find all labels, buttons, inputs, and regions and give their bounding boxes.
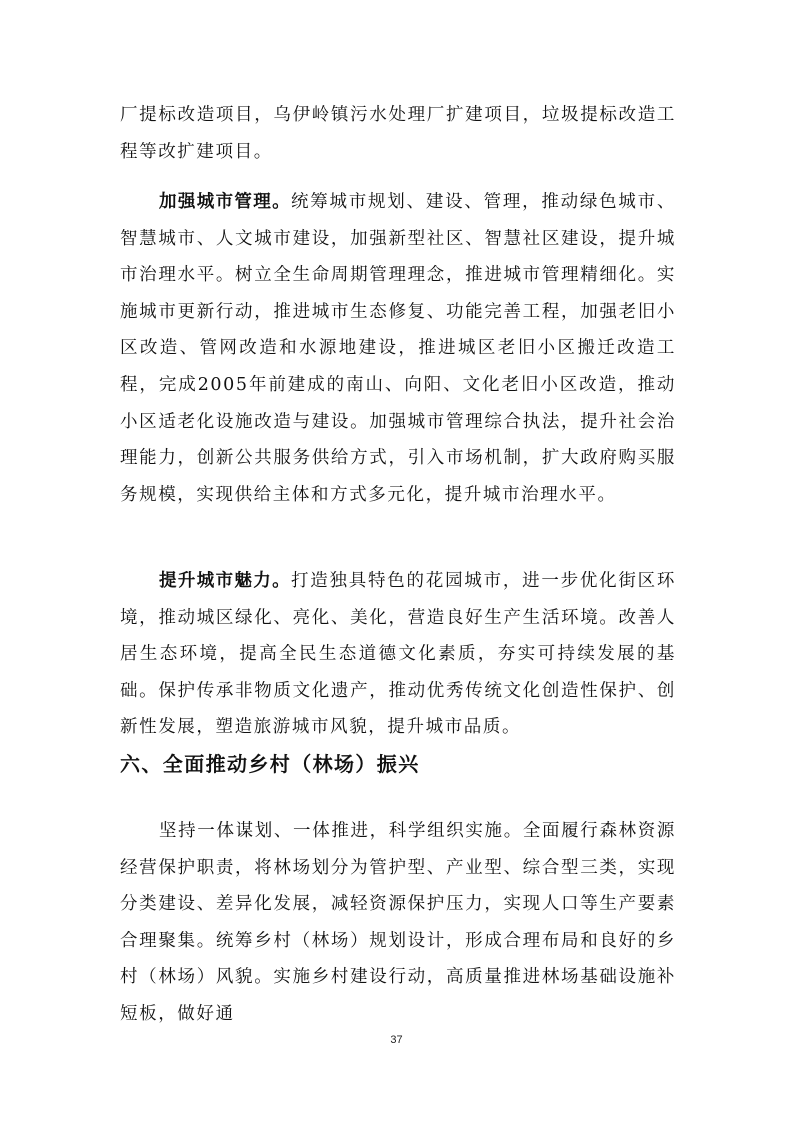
paragraph-text-city-management: 统筹城市规划、建设、管理，推动绿色城市、智慧城市、人文城市建设，加强新型社区、智慧社区建设，提升城市治理水平。树立全生命周期管理理念，推进城市管理精细化。实施城市更新行动，推进城市生态修复、功能完善工程，加强老旧小区改造、管网改造和水源地建设，推进城区老旧小区搬迁改造工程，完成2005年前建成的南山、向阳、文化老旧小区改造，推动小区适老化设施改造与建设。加强城市管理综合执法，提升社会治理能力，创新公共服务供给方式，引入市场机制，扩大政府购买服务规模，实现供给主体和方式多元化，提升城市治理水平。 bbox=[120, 192, 677, 505]
section-paragraph: 坚持一体谋划、一体推进，科学组织实施。全面履行森林资源经营保护职责，将林场划分为管护型、产业型、综合型三类，实现分类建设、差异化发展，减轻资源保护压力，实现人口等生产要素合理聚集。统筹乡村（林场）规划设计，形成合理布局和良好的乡村（林场）风貌。实施乡村建设行动，高质量推进林场基础设施补短板，做好通 bbox=[120, 821, 676, 1024]
paragraph-lead-city-charm: 提升城市魅力。 bbox=[159, 571, 292, 591]
paragraph-text-city-charm: 打造独具特色的花园城市，进一步优化街区环境，推动城区绿化、亮化、美化，营造良好生产生活环境。改善人居生态环境，提高全民生态道德文化素质，夯实可持续发展的基础。保护传承非物质文化遗产，推动优秀传统文化创造性保护、创新性发展，塑造旅游城市风貌，提升城市品质。 bbox=[120, 571, 677, 738]
paragraph-city-charm bbox=[120, 563, 676, 746]
paragraph-lead-city-management: 加强城市管理。 bbox=[159, 192, 292, 212]
page-number: 37 bbox=[390, 1034, 403, 1046]
continued-paragraph: 厂提标改造项目，乌伊岭镇污水处理厂扩建项目，垃圾提标改造工程等改扩建项目。 bbox=[120, 105, 676, 162]
section-heading: 六、全面推动乡村（林场）振兴 bbox=[120, 752, 420, 776]
paragraph-city-management bbox=[120, 184, 676, 513]
